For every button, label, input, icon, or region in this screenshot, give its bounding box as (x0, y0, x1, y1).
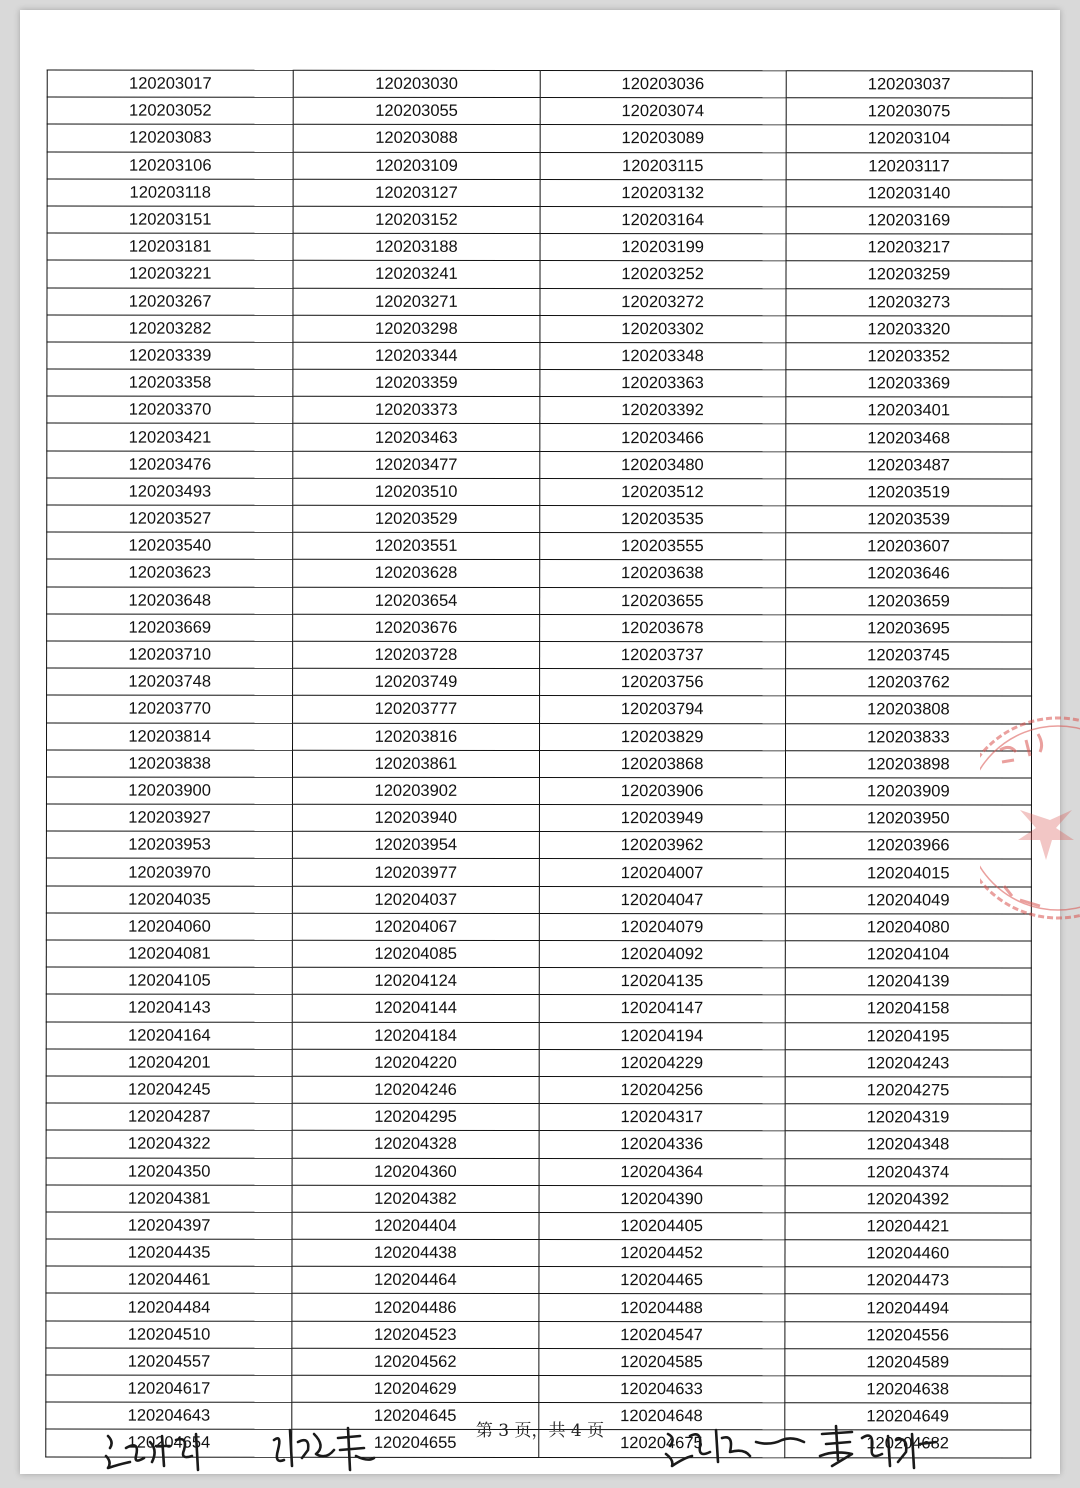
table-row (47, 478, 1032, 506)
id-cell: 120203954 (293, 831, 539, 858)
table-row (46, 967, 1031, 995)
id-cell: 120203519 (786, 479, 1032, 506)
id-cell: 120203669 (47, 614, 293, 641)
id-cell: 120203762 (785, 669, 1031, 696)
table-row (47, 179, 1032, 207)
id-cell: 120204047 (539, 886, 785, 913)
handwritten-signature-icon (100, 1422, 210, 1478)
table-row (47, 396, 1032, 424)
id-cell: 120203217 (786, 234, 1032, 261)
id-cell: 120204556 (785, 1321, 1031, 1348)
table-row (47, 70, 1032, 98)
id-cell: 120204460 (785, 1240, 1031, 1267)
id-cell: 120204633 (538, 1375, 784, 1402)
id-cell: 120203267 (47, 287, 293, 314)
id-cell: 120203030 (293, 70, 539, 97)
id-cell: 120203252 (539, 261, 785, 288)
table-row (46, 1375, 1031, 1403)
id-cell: 120203838 (46, 750, 292, 777)
id-cell: 120204397 (46, 1212, 292, 1239)
table-row (46, 750, 1031, 778)
id-cell: 120203188 (293, 233, 539, 260)
table-row (46, 1157, 1031, 1185)
id-cell: 120204220 (292, 1049, 538, 1076)
page-number: 第 3 页，共 4 页 (475, 1421, 605, 1441)
id-cell: 120204015 (785, 859, 1031, 886)
id-cell: 120204328 (292, 1131, 538, 1158)
id-cell: 120203181 (47, 233, 293, 260)
id-cell: 120203074 (540, 98, 786, 125)
table-row (47, 97, 1032, 125)
table-row (46, 913, 1031, 941)
id-cell: 120204464 (292, 1266, 538, 1293)
id-cell: 120203370 (47, 396, 293, 423)
id-cell: 120203906 (539, 777, 785, 804)
id-cell: 120203829 (539, 723, 785, 750)
id-cell: 120203659 (785, 587, 1031, 614)
id-cell: 120203152 (293, 206, 539, 233)
table-body (46, 70, 1032, 1458)
table-row (47, 206, 1032, 234)
id-cell: 120204144 (292, 995, 538, 1022)
id-cell: 120204547 (538, 1321, 784, 1348)
id-cell: 120204382 (292, 1185, 538, 1212)
table-row (46, 831, 1031, 859)
id-cell: 120203816 (293, 723, 539, 750)
id-cell: 120203241 (293, 261, 539, 288)
id-cell: 120203348 (539, 342, 785, 369)
id-cell: 120204079 (539, 913, 785, 940)
id-cell: 120203953 (46, 831, 292, 858)
id-cell: 120204085 (293, 940, 539, 967)
id-cell: 120204648 (538, 1403, 784, 1430)
table-row (46, 1348, 1031, 1376)
id-cell: 120203271 (293, 288, 539, 315)
table-row (47, 587, 1032, 615)
id-cell: 120203695 (785, 615, 1031, 642)
id-cell: 120204194 (539, 1022, 785, 1049)
id-cell: 120203529 (293, 505, 539, 532)
id-cell: 120204638 (785, 1376, 1031, 1403)
id-cell: 120203083 (47, 124, 293, 151)
id-cell: 120203140 (786, 180, 1032, 207)
id-cell: 120204139 (785, 968, 1031, 995)
id-cell: 120204135 (539, 968, 785, 995)
id-cell: 120203539 (785, 506, 1031, 533)
id-cell: 120204035 (46, 886, 292, 913)
id-cell: 120204629 (292, 1375, 538, 1402)
id-cell: 120204105 (46, 967, 292, 994)
id-cell: 120204390 (539, 1185, 785, 1212)
id-cell: 120203363 (539, 370, 785, 397)
table-row (47, 532, 1032, 560)
id-cell: 120204195 (785, 1022, 1031, 1049)
id-cell: 120203770 (47, 695, 293, 722)
id-cell: 120203678 (539, 614, 785, 641)
id-cell: 120203106 (47, 152, 293, 179)
table-row (46, 940, 1031, 968)
id-cell: 120204201 (46, 1049, 292, 1076)
table-row (47, 233, 1032, 261)
id-cell: 120203088 (293, 125, 539, 152)
id-cell: 120204510 (46, 1321, 292, 1348)
table-row (46, 1212, 1031, 1240)
id-cell: 120203655 (539, 587, 785, 614)
id-cell: 120204081 (46, 940, 292, 967)
id-cell: 120203115 (540, 152, 786, 179)
id-cell: 120203527 (47, 505, 293, 532)
id-cell: 120203898 (785, 750, 1031, 777)
document-page (20, 10, 1060, 1474)
id-cell: 120204562 (292, 1348, 538, 1375)
id-cell: 120203480 (539, 451, 785, 478)
table-row (46, 858, 1031, 886)
id-cell: 120204452 (538, 1240, 784, 1267)
table-row (47, 722, 1032, 750)
id-cell: 120203468 (786, 424, 1032, 451)
id-cell: 120204438 (292, 1239, 538, 1266)
id-cell: 120203745 (785, 642, 1031, 669)
id-cell: 120203902 (293, 777, 539, 804)
id-cell: 120203109 (293, 152, 539, 179)
id-cell: 120203868 (539, 750, 785, 777)
id-cell: 120204405 (539, 1212, 785, 1239)
id-cell: 120203117 (786, 152, 1032, 179)
id-cell: 120203273 (786, 288, 1032, 315)
id-cell: 120203104 (786, 125, 1032, 152)
id-cell: 120203320 (786, 315, 1032, 342)
id-cell: 120204473 (785, 1267, 1031, 1294)
id-cell: 120203055 (293, 97, 539, 124)
id-cell: 120203623 (47, 559, 293, 586)
id-cell: 120203748 (47, 668, 293, 695)
id-cell: 120204007 (539, 859, 785, 886)
id-cell: 120203949 (539, 805, 785, 832)
table-row (46, 1076, 1031, 1104)
table-row (47, 668, 1032, 696)
id-cell: 120203962 (539, 832, 785, 859)
id-cell: 120204649 (785, 1403, 1031, 1430)
id-cell: 120204655 (292, 1430, 538, 1457)
id-cell: 120203950 (785, 805, 1031, 832)
id-cell: 120204523 (292, 1321, 538, 1348)
id-cell: 120203728 (293, 641, 539, 668)
id-cell: 120204486 (292, 1294, 538, 1321)
id-cell: 120204256 (539, 1076, 785, 1103)
id-cell: 120203551 (293, 532, 539, 559)
handwritten-signature-icon (660, 1418, 810, 1474)
id-cell: 120203369 (786, 370, 1032, 397)
id-cell: 120204049 (785, 886, 1031, 913)
id-cell: 120204336 (539, 1131, 785, 1158)
id-cell: 120204484 (46, 1293, 292, 1320)
id-cell: 120203710 (47, 641, 293, 668)
table-row (46, 777, 1031, 805)
id-cell: 120203737 (539, 641, 785, 668)
id-cell: 120204682 (785, 1430, 1031, 1457)
id-cell: 120204158 (785, 995, 1031, 1022)
id-cell: 120204067 (293, 913, 539, 940)
id-cell: 120204654 (46, 1429, 292, 1456)
id-number-table (45, 69, 1032, 1458)
id-cell: 120203127 (293, 179, 539, 206)
id-cell: 120203344 (293, 342, 539, 369)
id-cell: 120204184 (292, 1022, 538, 1049)
table-row (47, 124, 1032, 152)
id-cell: 120203118 (47, 179, 293, 206)
id-cell: 120203463 (293, 424, 539, 451)
id-cell: 120203298 (293, 315, 539, 342)
id-cell: 120203970 (46, 858, 292, 885)
table-row (47, 342, 1032, 370)
table-row (47, 641, 1032, 669)
id-cell: 120203861 (293, 750, 539, 777)
id-cell: 120204494 (785, 1294, 1031, 1321)
id-cell: 120203648 (47, 587, 293, 614)
id-cell: 120203628 (293, 560, 539, 587)
id-cell: 120204229 (539, 1049, 785, 1076)
table-row (47, 423, 1032, 451)
id-cell: 120203037 (786, 71, 1032, 98)
id-cell: 120203401 (786, 397, 1032, 424)
id-cell: 120203466 (539, 424, 785, 451)
table-row (46, 804, 1031, 832)
id-cell: 120204092 (539, 940, 785, 967)
id-cell: 120203036 (540, 71, 786, 98)
id-cell: 120204421 (785, 1213, 1031, 1240)
id-cell: 120203749 (293, 668, 539, 695)
id-cell: 120204243 (785, 1050, 1031, 1077)
id-cell: 120203966 (785, 832, 1031, 859)
table-row (46, 1130, 1031, 1158)
table-row (47, 260, 1032, 288)
id-cell: 120204287 (46, 1103, 292, 1130)
id-cell: 120204124 (293, 967, 539, 994)
id-cell: 120203132 (540, 179, 786, 206)
id-cell: 120204643 (46, 1402, 292, 1429)
id-cell: 120203654 (293, 587, 539, 614)
id-cell: 120204319 (785, 1104, 1031, 1131)
id-cell: 120203169 (786, 207, 1032, 234)
id-cell: 120203833 (785, 723, 1031, 750)
red-official-seal-icon (980, 700, 1080, 930)
table-row (46, 1049, 1031, 1077)
id-cell: 120203927 (46, 804, 292, 831)
id-cell: 120203510 (293, 478, 539, 505)
table-row (47, 315, 1032, 343)
table-row (46, 994, 1031, 1022)
id-cell: 120203477 (293, 451, 539, 478)
id-cell: 120204080 (785, 914, 1031, 941)
id-cell: 120204350 (46, 1157, 292, 1184)
table-row (47, 559, 1032, 587)
id-cell: 120203487 (786, 451, 1032, 478)
id-cell: 120203302 (539, 315, 785, 342)
id-cell: 120204245 (46, 1076, 292, 1103)
id-cell: 120204360 (292, 1158, 538, 1185)
id-cell: 120204461 (46, 1266, 292, 1293)
id-cell: 120203555 (539, 533, 785, 560)
id-cell: 120204295 (292, 1103, 538, 1130)
table-row (46, 1103, 1031, 1131)
id-cell: 120203373 (293, 396, 539, 423)
id-cell: 120203339 (47, 342, 293, 369)
id-cell: 120203075 (786, 98, 1032, 125)
table-row (47, 505, 1032, 533)
id-cell: 120204348 (785, 1131, 1031, 1158)
id-cell: 120203814 (47, 722, 293, 749)
id-cell: 120203421 (47, 423, 293, 450)
id-cell: 120203756 (539, 669, 785, 696)
table-row (47, 287, 1032, 315)
id-cell: 120203199 (540, 234, 786, 261)
id-cell: 120204322 (46, 1130, 292, 1157)
table-row (47, 451, 1032, 479)
table-row (47, 614, 1032, 642)
id-cell: 120204164 (46, 1022, 292, 1049)
id-cell: 120204246 (292, 1076, 538, 1103)
id-cell: 120204585 (538, 1348, 784, 1375)
table-row (46, 886, 1031, 914)
id-cell: 120204037 (293, 886, 539, 913)
id-cell: 120204364 (539, 1158, 785, 1185)
id-cell: 120204143 (46, 994, 292, 1021)
id-cell: 120203282 (47, 315, 293, 342)
handwritten-signature-icon (264, 1420, 384, 1476)
id-cell: 120203259 (786, 261, 1032, 288)
id-cell: 120204147 (539, 995, 785, 1022)
id-cell: 120203808 (785, 696, 1031, 723)
id-cell: 120203977 (293, 859, 539, 886)
id-cell: 120204404 (292, 1212, 538, 1239)
id-cell: 120203052 (47, 97, 293, 124)
id-cell: 120204435 (46, 1239, 292, 1266)
table-row (47, 369, 1032, 397)
id-cell: 120203794 (539, 696, 785, 723)
id-cell: 120204374 (785, 1158, 1031, 1185)
id-cell: 120203272 (539, 288, 785, 315)
table-row (47, 695, 1032, 723)
id-cell: 120203358 (47, 369, 293, 396)
id-cell: 120204317 (539, 1104, 785, 1131)
table-row (46, 1022, 1031, 1050)
id-cell: 120203777 (293, 696, 539, 723)
id-cell: 120203676 (293, 614, 539, 641)
id-cell: 120203493 (47, 478, 293, 505)
id-cell: 120204675 (538, 1430, 784, 1457)
id-cell: 120203638 (539, 560, 785, 587)
table-row (46, 1266, 1031, 1294)
id-cell: 120204104 (785, 941, 1031, 968)
handwritten-signature-icon (812, 1420, 942, 1476)
id-cell: 120203940 (293, 804, 539, 831)
id-cell: 120203151 (47, 206, 293, 233)
id-cell: 120203017 (47, 70, 293, 97)
id-cell: 120204645 (292, 1402, 538, 1429)
table-row (46, 1321, 1031, 1349)
id-cell: 120204381 (46, 1185, 292, 1212)
id-cell: 120204617 (46, 1375, 292, 1402)
id-cell: 120204557 (46, 1348, 292, 1375)
table-row (47, 152, 1032, 180)
table-row (46, 1293, 1031, 1321)
id-cell: 120203900 (46, 777, 292, 804)
id-cell: 120203359 (293, 369, 539, 396)
id-cell: 120203607 (785, 533, 1031, 560)
id-cell: 120204392 (785, 1185, 1031, 1212)
id-cell: 120203089 (540, 125, 786, 152)
id-cell: 120203221 (47, 260, 293, 287)
id-cell: 120203535 (539, 506, 785, 533)
id-cell: 120204275 (785, 1077, 1031, 1104)
id-cell: 120203164 (540, 206, 786, 233)
id-cell: 120203540 (47, 532, 293, 559)
id-cell: 120204060 (46, 913, 292, 940)
id-cell: 120203646 (785, 560, 1031, 587)
id-cell: 120204589 (785, 1349, 1031, 1376)
id-cell: 120203512 (539, 478, 785, 505)
id-cell: 120203392 (539, 397, 785, 424)
id-cell: 120203909 (785, 778, 1031, 805)
table-row (46, 1185, 1031, 1213)
id-cell: 120203352 (786, 343, 1032, 370)
id-cell: 120204465 (538, 1267, 784, 1294)
id-cell: 120204488 (538, 1294, 784, 1321)
table-row (46, 1239, 1031, 1267)
id-cell: 120203476 (47, 451, 293, 478)
